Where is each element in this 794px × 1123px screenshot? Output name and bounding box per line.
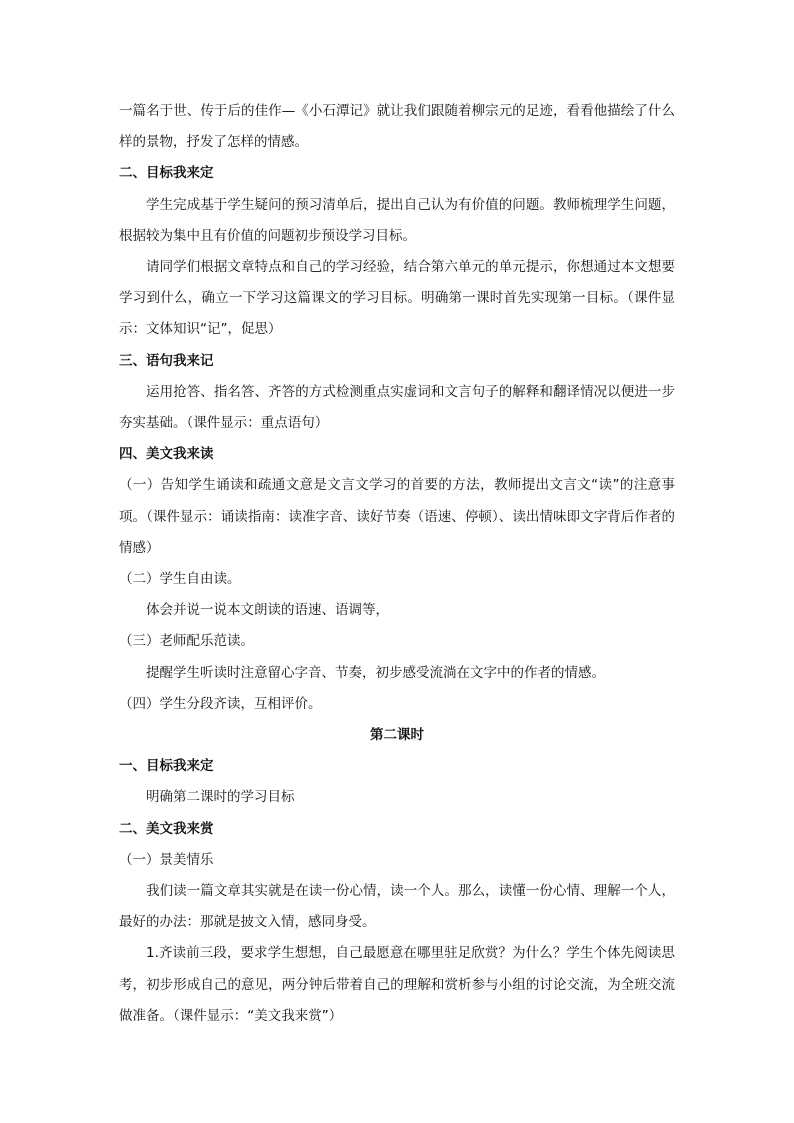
lesson-two-goals-paragraph: 明确第二课时的学习目标 xyxy=(146,789,295,806)
appreciate-paragraph-1: 我们读一篇文章其实就是在读一份心情，读一个人。那么，读懂一份心情、理解一个人，最好的办法：那就是披文入情，感同身受。 xyxy=(119,883,675,931)
sentences-paragraph: 运用抢答、指名答、齐答的方式检测重点实虚词和文言句子的解释和翻译情况以便进一步夯实基础。（课件显示：重点语句） xyxy=(119,383,675,432)
document-body xyxy=(119,96,675,1032)
section-heading-reading: 四、美文我来读 xyxy=(119,446,214,463)
reading-step-2: （二）学生自由读。 xyxy=(119,571,241,588)
reading-step-4: （四）学生分段齐读，互相评价。 xyxy=(119,695,322,712)
section-heading-goals: 二、目标我来定 xyxy=(119,165,214,182)
reading-step-1: （一）告知学生诵读和疏通文意是文言文学习的首要的方法，教师提出文言文“读”的注意事项。（课件显示：诵读指南：读准字音、读好节奏（语速、停顿）、读出情味即文字背后作者的情感） xyxy=(119,477,675,556)
lesson-two-title: 第二课时 xyxy=(370,727,424,744)
goals-paragraph-1: 学生完成基于学生疑问的预习清单后，提出自己认为有价值的问题。教师梳理学生问题，根据较为集中且有价值的问题初步预设学习目标。 xyxy=(119,196,675,244)
lesson-two-heading-appreciate: 二、美文我来赏 xyxy=(119,820,214,837)
intro-paragraph: 一篇名于世、传于后的佳作—《小石潭记》就让我们跟随着柳宗元的足迹，看看他描绘了什么样的景物，抒发了怎样的情感。 xyxy=(119,103,675,151)
reading-step-3: （三）老师配乐范读。 xyxy=(119,633,254,650)
appreciate-subheading: （一）景美情乐 xyxy=(119,851,214,868)
lesson-two-heading-goals: 一、目标我来定 xyxy=(119,758,214,775)
section-heading-sentences: 三、语句我来记 xyxy=(119,352,214,369)
reading-step-3-detail: 提醒学生听读时注意留心字音、节奏，初步感受流淌在文字中的作者的情感。 xyxy=(146,664,605,681)
reading-step-2-detail: 体会并说一说本文朗读的语速、语调等， xyxy=(146,602,389,619)
goals-paragraph-2: 请同学们根据文章特点和自己的学习经验，结合第六单元的单元提示，你想通过本文想要学习到什么，确立一下学习这篇课文的学习目标。明确第一课时首先实现第一目标。（课件显示：文体知识“记”，促思） xyxy=(119,259,675,338)
appreciate-paragraph-2: 1.齐读前三段，要求学生想想，自己最愿意在哪里驻足欣赏？为什么？学生个体先阅读思考，初步形成自己的意见，两分钟后带着自己的理解和赏析参与小组的讨论交流，为全班交流做准备。（课件显示：“美文我来赏”） xyxy=(119,945,675,1024)
